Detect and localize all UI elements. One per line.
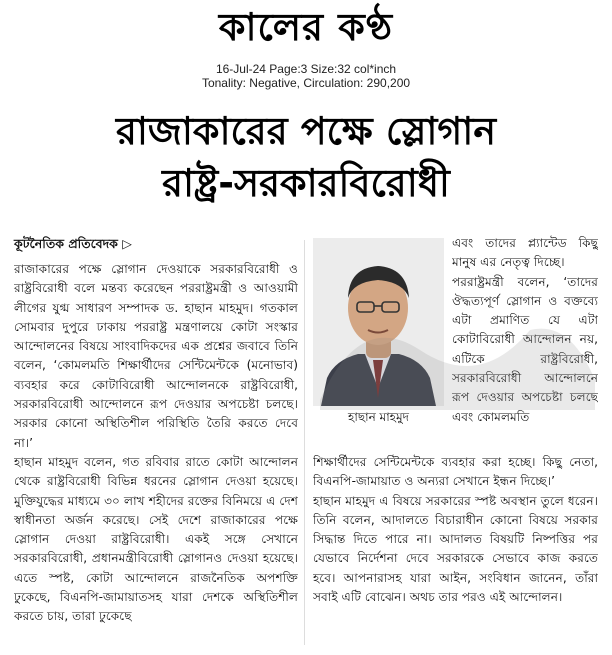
paragraph: এবং তাদের প্ল্যান্টেড কিছু মানুষ এর নেতৃত্ব দিচ্ছে।: [452, 236, 598, 270]
article-right-column-top: [452, 234, 598, 452]
photo-caption: হাছান মাহমুদ: [348, 410, 409, 424]
paragraph: হাছান মাহমুদ এ বিষয়ে সরকারের স্পষ্ট অবস্থান তুলে ধরেন। তিনি বলেন, আদালতে বিচারাধীন কোনো বিষয়ে সরকার সিদ্ধান্ত দিতে পারে না। আদালত বিষয়টি নিষ্পত্তির পর যেভাবে নির্দেশনা দেবে সরকারকে সেভাবে কাজ করতে হবে। আপনারাসহ যারা আইন, সংবিধান জানেন, তাঁরা সবাই এটি বোঝেন। অথচ তার পরও এই আন্দোলন।: [313, 493, 598, 605]
person-portrait-icon: [313, 238, 444, 406]
paragraph: পররাষ্ট্রমন্ত্রী বলেন, ‘তাদের ঔদ্ধত্যপূর্ণ স্লোগান ও বক্তব্যে এটা প্রমাণিত যে এটা কোটাবিরোধী আন্দোলন নয়, এটিকে রাষ্ট্রবিরোধী, সরকারবিরোধী আন্দোলনে রূপ দেওয়ার অপচেষ্টা চলছে এবং কোমলমতি: [452, 274, 598, 424]
headline-line-1: রাজাকারের পক্ষে স্লোগান: [115, 109, 497, 153]
article-left-column: [14, 260, 298, 647]
paragraph: রাজাকারের পক্ষে স্লোগান দেওয়াকে সরকারবিরোধী ও রাষ্ট্রবিরোধী বলে মন্তব্য করেছেন পররাষ্ট্রমন্ত্রী ও আওয়ামী লীগের যুগ্ম সাধারণ সম্পাদক ড. হাছান মাহমুদ। গতকাল সোমবার দুপুরে ঢাকায় পররাষ্ট্র মন্ত্রণালয়ে কোটা সংস্কার আন্দোলনের বিষয়ে সাংবাদিকদের এক প্রশ্নের জবাবে তিনি বলেন, ‘কোমলমতি শিক্ষার্থীদের সেন্টিমেন্টকে (মনোভাব) ব্যবহার করে কোটাবিরোধী আন্দোলনকে রাষ্ট্রবিরোধী, সরকারবিরোধী আন্দোলনে রূপ দেওয়ার অপচেষ্টা চলছে। সরকার কোনো অস্থিতিশীল পরিস্থিতি তৈরি করতে দেবে না।’: [14, 262, 298, 450]
clipping-meta-tonality: Tonality: Negative, Circulation: 290,200: [201, 76, 411, 90]
portrait-photo: [313, 238, 444, 406]
paragraph: শিক্ষার্থীদের সেন্টিমেন্টকে ব্যবহার করা হচ্ছে। কিছু নেতা, বিএনপি-জামায়াত ও অন্যরা সেখানে ইন্ধন দিচ্ছে।’: [313, 455, 598, 489]
byline: কূটনৈতিক প্রতিবেদক ▷: [14, 236, 132, 251]
column-divider: [304, 240, 305, 645]
headline-line-2: রাষ্ট্র-সরকারবিরোধী: [162, 161, 450, 205]
masthead-logo: কালের কণ্ঠ: [218, 5, 394, 49]
clipping-meta-date-page: 16-Jul-24 Page:3 Size:32 col*inch: [215, 62, 397, 76]
article-right-column-bottom: [313, 453, 598, 648]
paragraph: হাছান মাহমুদ বলেন, গত রবিবার রাতে কোটা আন্দোলন থেকে রাষ্ট্রবিরোধী বিভিন্ন ধরনের স্লোগান দেওয়া হয়েছে। মুক্তিযুদ্ধের মাধ্যমে ৩০ লাখ শহীদের রক্তের বিনিময়ে এ দেশ স্বাধীনতা অর্জন করেছে। সেই দেশে রাজাকারের পক্ষে স্লোগান দেওয়া রাষ্ট্রবিরোধী। একই সঙ্গে সেখানে সরকারবিরোধী, প্রধানমন্ত্রীবিরোধী স্লোগানও দেওয়া হয়েছে। এতে স্পষ্ট, কোটা আন্দোলনে রাজনৈতিক অপশক্তি ঢুকেছে, বিএনপি-জামায়াতসহ যারা দেশকে অস্থিতিশীল করতে চায়, তারা ঢুকেছে: [14, 454, 298, 624]
